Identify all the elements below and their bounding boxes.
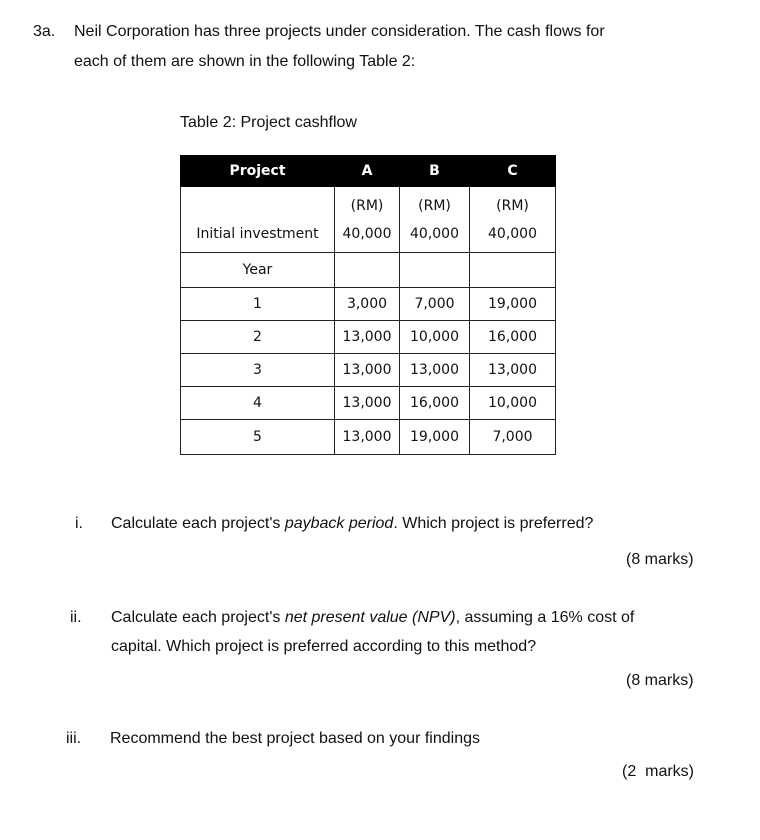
year-label: Year	[181, 253, 335, 288]
part-iii-text: Recommend the best project based on your findings	[110, 730, 480, 747]
part-i-text: Calculate each project's payback period. Which project is preferred?	[111, 515, 594, 532]
unit-c: (RM)	[496, 197, 529, 214]
initial-b: 40,000	[410, 225, 459, 242]
table-caption: Table 2: Project cashflow	[180, 114, 357, 131]
question-number: 3a.	[33, 23, 56, 40]
unit-a: (RM)	[350, 197, 384, 214]
part-ii-number: ii.	[70, 609, 82, 626]
header-project: Project	[181, 156, 335, 187]
cashflow-table	[180, 155, 556, 455]
part-i-marks: (8 marks)	[626, 551, 694, 568]
table-row: 4 13,000 16,000 10,000	[181, 387, 556, 420]
table-row: 1 3,000 7,000 19,000	[181, 288, 556, 321]
part-iii-number: iii.	[66, 730, 82, 747]
header-a: A	[335, 156, 400, 187]
year-header-row	[181, 253, 556, 288]
part-iii-marks: (2 marks)	[622, 763, 694, 780]
table-header-row	[181, 156, 556, 187]
table-row: 2 13,000 10,000 16,000	[181, 321, 556, 354]
part-i-number: i.	[75, 515, 83, 532]
unit-b: (RM)	[418, 197, 451, 214]
header-c: C	[470, 156, 556, 187]
part-ii-text-line2: capital. Which project is preferred according to this method?	[111, 638, 537, 655]
initial-c: 40,000	[488, 225, 537, 242]
initial-label: Initial investment	[196, 225, 319, 242]
initial-a: 40,000	[342, 225, 392, 242]
part-ii-text: Calculate each project's net present value (NPV), assuming a 16% cost of	[111, 609, 635, 626]
initial-investment-row	[181, 187, 556, 253]
part-ii-marks: (8 marks)	[626, 672, 694, 689]
table-row: 5 13,000 19,000 7,000	[181, 420, 556, 455]
table-row: 3 13,000 13,000 13,000	[181, 354, 556, 387]
header-b: B	[400, 156, 470, 187]
question-intro-line2: each of them are shown in the following Table 2:	[74, 53, 416, 70]
question-intro-line1: Neil Corporation has three projects under consideration. The cash flows for	[74, 23, 605, 40]
